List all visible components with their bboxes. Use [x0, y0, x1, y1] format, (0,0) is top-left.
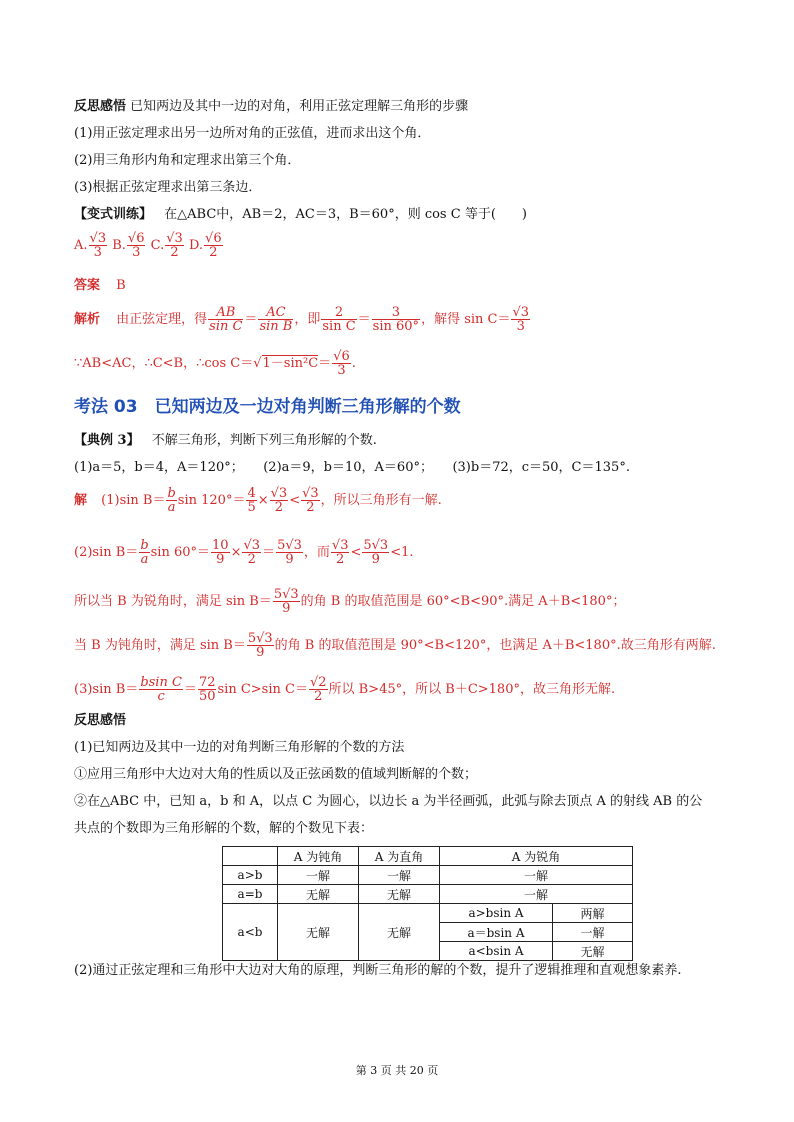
table-row: [223, 866, 633, 885]
table-row: [223, 885, 633, 904]
table-cell: a>b: [223, 866, 278, 885]
fraction: $\frac{2}{\text{sin C}}$: [322, 305, 356, 334]
variant-question-line: [74, 206, 527, 224]
table-cell: 两解: [553, 904, 633, 923]
table-header: A 为锐角: [440, 847, 633, 866]
table-cell: 无解: [359, 904, 440, 961]
solution-line1: 解 (1)sin B＝ $\frac{b}{a}$ sin 120°＝ $\frac{4}{5}$ × $\frac{√3}{2}$ < $\frac{√3}{2}$ ，所以三角形有一解.: [74, 486, 442, 515]
reflection-2-title: 反思感悟: [74, 713, 127, 728]
solution-line3: 所以当 B 为锐角时，满足 sin B＝ $\frac{5√3}{9}$ 的角 B 的取值范围是 60°<B<90°.满足 A＋B<180°；: [74, 587, 626, 616]
table-header: [223, 847, 278, 866]
table-header: A 为直角: [359, 847, 440, 866]
table-row: [223, 904, 633, 923]
reflection-2-p2: ①应用三角形中大边对大角的性质以及正弦函数的值域判断解的个数；: [74, 767, 478, 782]
variant-analysis-line2: ∵AB<AC，∴C<B，∴cos C＝√1－sin²C＝ $\frac{√6}{3}$ .: [74, 349, 356, 378]
table-cell: 一解: [278, 866, 359, 885]
reflection-2-p3: ②在△ABC 中，已知 a，b 和 A，以点 C 为圆心，以边长 a 为半径画弧，此弧与除去顶点 A 的射线 AB 的公: [74, 794, 703, 809]
fraction: $\frac{√3}{3}$: [512, 305, 530, 334]
table-cell: 一解: [553, 923, 633, 942]
reflection-1: [74, 98, 468, 116]
option-c: C. $\frac{√3}{2}$: [150, 231, 183, 260]
table-cell: a=b: [223, 885, 278, 904]
table-cell: 无解: [359, 885, 440, 904]
example-tag: 【典例 3】: [74, 433, 140, 448]
example-question: 【典例 3】 不解三角形，判断下列三角形解的个数.: [74, 433, 377, 448]
table-cell: 一解: [440, 885, 633, 904]
solution-label: 解: [74, 493, 88, 508]
page-footer: 第 3 页 共 20 页: [355, 1064, 439, 1077]
option-b: B. $\frac{√6}{3}$: [112, 231, 145, 260]
section-heading: 考法 03 已知两边及一边对角判断三角形解的个数: [74, 397, 461, 417]
answer-label: 答案: [74, 278, 101, 293]
variant-tag: 【变式训练】: [74, 207, 153, 222]
table-cell: 无解: [278, 904, 359, 961]
variant-question: 在△ABC中，AB＝2，AC＝3，B＝60°，则 cos C 等于( ): [164, 207, 527, 222]
variant-answer: [74, 277, 126, 295]
table-cell: 一解: [440, 866, 633, 885]
reflection-title: 反思感悟: [74, 99, 127, 114]
table-cell: 无解: [553, 942, 633, 961]
step-1: (1)用正弦定理求出另一边所对角的正弦值，进而求出这个角．: [74, 126, 431, 141]
example-cases: (1)a＝5，b＝4，A＝120°； (2)a＝9，b＝10，A＝60°； (3)b＝72，c＝50，C＝135°.: [74, 460, 630, 475]
table-cell: a>bsin A: [440, 904, 553, 923]
step-2: (2)用三角形内角和定理求出第三个角．: [74, 153, 301, 168]
variant-analysis-line1: 解析 由正弦定理，得 $\frac{AB}{\text{sin C}}$ ＝ $\frac{AC}{\text{sin B}}$ ，即 $\frac{2}{\text{sin C}}$ ＝ $\frac{3}{\sin 60^\circ}$ ，解得 sin C＝ $\frac{√3}{3}$: [74, 305, 530, 334]
table-cell: a<bsin A: [440, 942, 553, 961]
fraction: $\frac{AB}{\text{sin C}}$: [209, 305, 243, 334]
solutions-table: [222, 846, 633, 961]
table-cell: a＝bsin A: [440, 923, 553, 942]
step-3: (3)根据正弦定理求出第三条边．: [74, 180, 262, 195]
table-header-row: [223, 847, 633, 866]
table-cell: 一解: [359, 866, 440, 885]
table-header: A 为钝角: [278, 847, 359, 866]
solution-line2: (2)sin B＝ $\frac{b}{a}$ sin 60°＝ $\frac{10}{9}$ × $\frac{√3}{2}$ ＝ $\frac{5√3}{9}$ ，而 $\frac{√3}{2}$ < $\frac{5√3}{9}$ <1.: [74, 538, 414, 567]
table-cell: 无解: [278, 885, 359, 904]
reflection-2-p4: 共点的个数即为三角形解的个数，解的个数见下表：: [74, 821, 374, 836]
solution-line5: (3)sin B＝ $\frac{\text{bsin C}}{c}$ ＝ $\frac{72}{50}$ sin C>sin C＝ $\frac{√2}{2}$ 所以 B>45°，所以 B＋C>180°，故三角形无解.: [74, 675, 616, 704]
fraction: $\frac{3}{\sin 60^\circ}$: [372, 305, 420, 334]
solution-line4: 当 B 为钝角时，满足 sin B＝ $\frac{5√3}{9}$ 的角 B 的取值范围是 90°<B<120°，也满足 A＋B<180°.故三角形有两解.: [74, 631, 716, 660]
fraction: $\frac{√6}{3}$: [333, 349, 350, 378]
answer-value: B: [116, 278, 126, 293]
fraction: $\frac{AC}{\text{sin B}}$: [259, 305, 293, 334]
reflection-2-p1: (1)已知两边及其中一边的对角判断三角形解的个数的方法: [74, 740, 405, 755]
analysis-label: 解析: [74, 312, 101, 327]
reflection-2-p5: (2)通过正弦定理和三角形中大边对大角的原理，判断三角形的解的个数，提升了逻辑推理和直观想象素养.: [74, 963, 682, 978]
table-cell: a<b: [223, 904, 278, 961]
variant-options: [74, 232, 224, 259]
option-d: D. $\frac{√6}{2}$: [188, 231, 222, 260]
option-a: A. $\frac{√3}{3}$: [74, 231, 107, 260]
reflection-text: 已知两边及其中一边的对角，利用正弦定理解三角形的步骤: [130, 99, 469, 114]
